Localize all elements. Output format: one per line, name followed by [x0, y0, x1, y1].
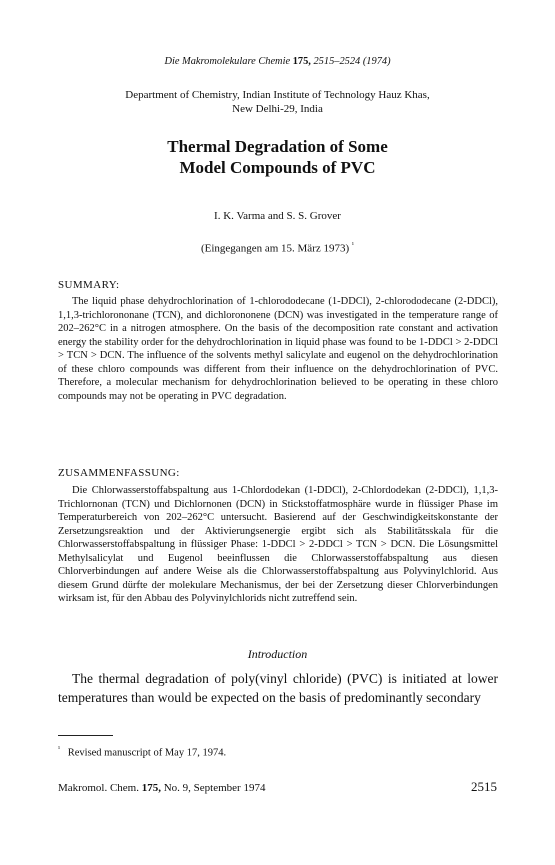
zusammenfassung-text: Die Chlorwasserstoffabspaltung aus 1-Chlordodekan (1-DDCl), 2-Chlordodekan (2-DDCl), 1,1,3-Trichlornonan (TCN) und Dichlornonen (DCN) in Stickstoffatmosphäre wurde in flüssiger Phase im Temperaturbereich von 202–262°C untersucht. Basierend auf der Geschwindigkeitskonstante der Zersetzungsreaktion und der Aktivierungsenergie ergibt sich als Stabilitätsskala für die Chlorwasserstoffabspaltung in flüssiger Phase: 1-DDCl > 2-DDCl > TCN > DCN. Die Lösungsmittel Methylsalicylat und Eugenol beeinflussen die Chlorwasserstoffabspaltung aus diesen Chlorverbindungen auf andere Weise als die Chlorwasserstoffabspaltung aus Polyvinylchlorid. Aus diesem Grund dürfte der molekulare Mechanismus, der bei der Zersetzung dieser Chlorverbindungen wirksam ist, für den Abbau des Polyvinylchlorids nicht zutreffend sein.	[58, 485, 498, 604]
running-header	[0, 56, 555, 67]
affiliation-line-2: New Delhi-29, India	[232, 103, 323, 115]
affiliation-line-1: Department of Chemistry, Indian Institute of Technology Hauz Khas,	[125, 89, 430, 101]
authors: I. K. Varma and S. S. Grover	[214, 210, 341, 222]
article-title	[60, 136, 495, 178]
journal-pages-year: 2515–2524 (1974)	[313, 56, 391, 67]
received-date	[0, 241, 555, 255]
received-text: (Eingegangen am 15. März 1973)	[200, 242, 350, 255]
footnote	[58, 745, 226, 759]
received-footnote-mark: ¹	[351, 241, 354, 249]
summary-heading: SUMMARY:	[58, 279, 120, 291]
footer-citation	[58, 782, 265, 794]
page-number: 2515	[471, 779, 497, 794]
footer-journal: Makromol. Chem.	[58, 782, 139, 794]
footer-volume: 175,	[141, 782, 161, 794]
zusammenfassung-heading: ZUSAMMENFASSUNG:	[58, 467, 180, 479]
introduction-text: The thermal degradation of poly(vinyl chloride) (PVC) is initiated at lower temperatures than would be expected on the basis of predominantly secondary	[58, 671, 498, 705]
footnote-text: Revised manuscript of May 17, 1974.	[67, 747, 227, 759]
title-line-1: Thermal Degradation of Some	[167, 137, 388, 156]
title-line-2: Model Compounds of PVC	[179, 158, 376, 177]
introduction-heading: Introduction	[247, 647, 308, 661]
footnote-rule	[58, 735, 113, 736]
affiliation	[60, 88, 495, 116]
journal-volume: 175,	[292, 56, 311, 67]
footnote-mark: ¹	[58, 745, 61, 753]
journal-name: Die Makromolekulare Chemie	[164, 56, 291, 67]
summary-text: The liquid phase dehydrochlorination of 1-chlorododecane (1-DDCl), 2-chlorododecane (2-DDCl), 1,1,3-trichlorononane (TCN), and dichlorononene (DCN) was investigated in the temperature range of 202–262°C in a nitrogen atmosphere. On the basis of the decomposition rate constant and activation energy the stability order for the dehydrochlorination in liquid phase was found to be 1-DDCl > 2-DDCl > TCN > DCN. The influence of the solvents methyl salicylate and eugenol on the dehydrochlorination of these chloro compounds was different from their influence on the dehydrochlorination of PVC. Therefore, a molecular mechanism for dehydrochlorination believed to be operating in these chloro compounds may not be operating in PVC degradation.	[58, 296, 498, 402]
footer-issue: No. 9, September 1974	[163, 782, 266, 794]
